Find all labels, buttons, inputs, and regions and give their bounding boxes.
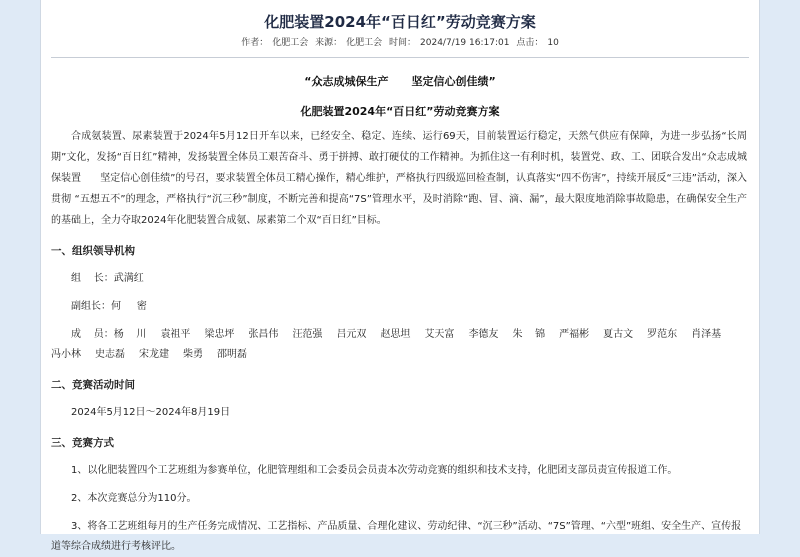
member-name: 柴勇 [183, 349, 203, 360]
time-label: 时间： [389, 38, 417, 48]
member-name: 艾天富 [424, 329, 455, 340]
section1-heading: 一、组织领导机构 [51, 245, 135, 257]
time-value: 2024/7/19 16:17:01 [420, 38, 510, 48]
member-name: 赵思坦 [380, 329, 411, 340]
method-item-1: 1、以化肥装置四个工艺班组为参赛单位，化肥管理组和工会委员会员责本次劳动竞赛的组织和技术支持，化肥团支部员责宣传报道工作。 [71, 465, 678, 476]
source-value: 化肥工会 [346, 38, 383, 48]
source-label: 来源： [315, 38, 343, 48]
article-title: 化肥装置2024年“百日红”劳动竞赛方案 [264, 13, 536, 31]
period-line: 2024年5月12日～2024年8月19日 [71, 407, 231, 418]
member-name: 杨 川 [113, 329, 147, 340]
member-name: 袁祖平 [160, 329, 191, 340]
article-page [40, 0, 760, 552]
member-name: 朱 锦 [512, 329, 546, 340]
section3-heading: 三、竞赛方式 [51, 437, 114, 449]
article-meta [41, 37, 759, 49]
member-name: 邵明磊 [217, 349, 247, 360]
author-value: 化肥工会 [272, 38, 309, 48]
member-name: 宋龙建 [139, 349, 169, 360]
member-name: 罗范东 [647, 329, 678, 340]
doc-title: 化肥装置2024年“百日红”劳动竞赛方案 [300, 105, 500, 118]
article-body [41, 126, 759, 557]
members-line [51, 325, 747, 365]
members-label: 成 员： [71, 329, 114, 340]
clicks-label: 点击： [516, 38, 544, 48]
method-item-3: 3、将各工艺班组每月的生产任务完成情况、工艺指标、产品质量、合理化建议、劳动纪律、“沉三秒”活动、“7S”管理、“六型”班组、安全生产、宣传报道等综合成绩进行考核评比。 [51, 521, 742, 552]
author-label: 作者： [241, 38, 269, 48]
member-name: 严福彬 [559, 329, 590, 340]
member-name: 史志磊 [95, 349, 125, 360]
member-name: 汪范强 [292, 329, 323, 340]
member-name: 李德友 [468, 329, 499, 340]
leader-line: 组 长：武满红 [71, 273, 144, 284]
doc-slogan: “众志成城保生产 坚定信心创佳绩” [304, 75, 496, 88]
intro-paragraph: 合成氨装置、尿素装置于2024年5月12日开车以来，已经安全、稳定、连续、运行69天，目前装置运行稳定，天然气供应有保障，为进一步弘扬“长周期”文化，发扬“百日红”精神，发扬装置全体员工艰苦奋斗、勇于拼搏、敢打硬仗的工作精神。为抓住这一有利时机，装置党、政、工、团联合发出“众志成城保装置 坚定信心创佳绩”的号召，要求装置全体员工精心操作，精心维护，严格执行四级巡回检查制，认真落实“四不伤害”，持续开展反“三违”活动，深入贯彻 “五想五不”的理念，严格执行“沉三秒”制度，不断完善和提高“7S”管理水平，及时消除“跑、冒、滴、漏”，最大限度地消除事故隐患，在确保安全生产的基础上，全力夺取2024年化肥装置合成氨、尿素第二个双“百日红”目标。 [51, 131, 747, 226]
member-name: 梁忠坪 [204, 329, 235, 340]
member-name: 夏古文 [603, 329, 634, 340]
deputy-line: 副组长：何 密 [71, 301, 147, 312]
member-name: 吕元双 [336, 329, 367, 340]
member-name: 肖泽基 [691, 329, 722, 340]
member-name: 冯小林 [51, 349, 81, 360]
clicks-value: 10 [547, 38, 559, 48]
member-name: 张昌伟 [248, 329, 279, 340]
title-divider [51, 57, 749, 58]
method-item-2: 2、本次竞赛总分为110分。 [71, 493, 197, 504]
section2-heading: 二、竞赛活动时间 [51, 379, 135, 391]
